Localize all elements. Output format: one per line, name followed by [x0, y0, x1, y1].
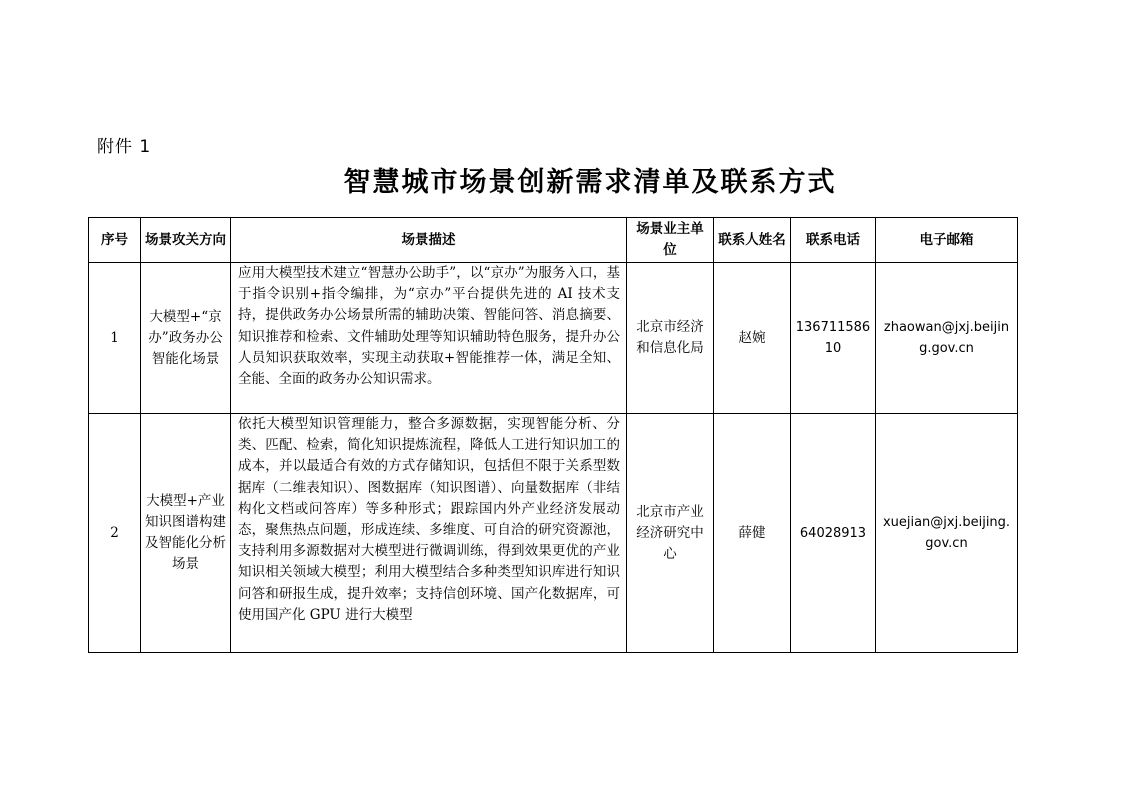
header-index: 序号 [89, 218, 141, 263]
header-contact [714, 218, 791, 263]
row-owner-text: 北京市产业经济研究中心 [636, 503, 704, 562]
header-owner-text: 场景业主单位 [636, 221, 704, 258]
row-phone-text: 13671158610 [795, 320, 871, 356]
row-owner-text: 北京市经济和信息化局 [636, 319, 704, 356]
row-index: 2 [89, 414, 141, 653]
table-header-row [89, 218, 1018, 263]
header-owner [627, 218, 714, 263]
row-email [876, 414, 1018, 653]
header-direction-text: 场景攻关方向 [145, 231, 226, 248]
row-phone [791, 263, 876, 414]
row-phone-text: 64028913 [799, 525, 867, 541]
header-contact-text: 联系人姓名 [718, 231, 786, 248]
row-owner [627, 263, 714, 414]
row-contact: 薛健 [714, 414, 791, 653]
row-contact: 赵婉 [714, 263, 791, 414]
row-direction [141, 414, 231, 653]
row-description: 依托大模型知识管理能力，整合多源数据，实现智能分析、分类、匹配、检索，简化知识提炼流程，降低人工进行知识加工的成本，并以最适合有效的方式存储知识，包括但不限于关系型数据库（二维表知识）、图数据库（知识图谱）、向量数据库（非结构化文档或问答库）等多种形式；跟踪国内外产业经济发展动态，聚焦热点问题，形成连续、多维度、可自洽的研究资源池，支持利用多源数据对大模型进行微调训练，得到效果更优的产业知识相关领域大模型；利用大模型结合多种类型知识库进行知识问答和研报生成，提升效率；支持信创环境、国产化数据库，可使用国产化 GPU 进行大模型 [231, 414, 627, 653]
table-row [89, 263, 1018, 414]
row-index: 1 [89, 263, 141, 414]
row-email-text: zhaowan@jxj.beijing.gov.cn [883, 320, 1010, 356]
row-phone [791, 414, 876, 653]
row-direction-text: 大模型+产业知识图谱构建及智能化分析场景 [145, 493, 226, 572]
row-direction [141, 263, 231, 414]
page-title: 智慧城市场景创新需求清单及联系方式 [343, 167, 837, 198]
row-owner [627, 414, 714, 653]
header-phone: 联系电话 [791, 218, 876, 263]
row-email [876, 263, 1018, 414]
header-description: 场景描述 [231, 218, 627, 263]
header-direction [141, 218, 231, 263]
row-description: 应用大模型技术建立“智慧办公助手”，以“京办”为服务入口，基于指令识别+指令编排，为“京办”平台提供先进的 AI 技术支持，提供政务办公场景所需的辅助决策、智能问答、消息摘要、知识推荐和检索、文件辅助处理等知识辅助特色服务，提升办公人员知识获取效率，实现主动获取+智能推荐一体，满足全知、全能、全面的政务办公知识需求。 [231, 263, 627, 414]
table-row [89, 414, 1018, 653]
requirements-table [88, 217, 1018, 653]
header-email: 电子邮箱 [876, 218, 1018, 263]
row-email-text: xuejian@jxj.beijing.gov.cn [882, 515, 1011, 551]
row-direction-text: 大模型+“京办”政务办公智能化场景 [148, 308, 223, 367]
attachment-label: 附件 1 [97, 137, 152, 157]
